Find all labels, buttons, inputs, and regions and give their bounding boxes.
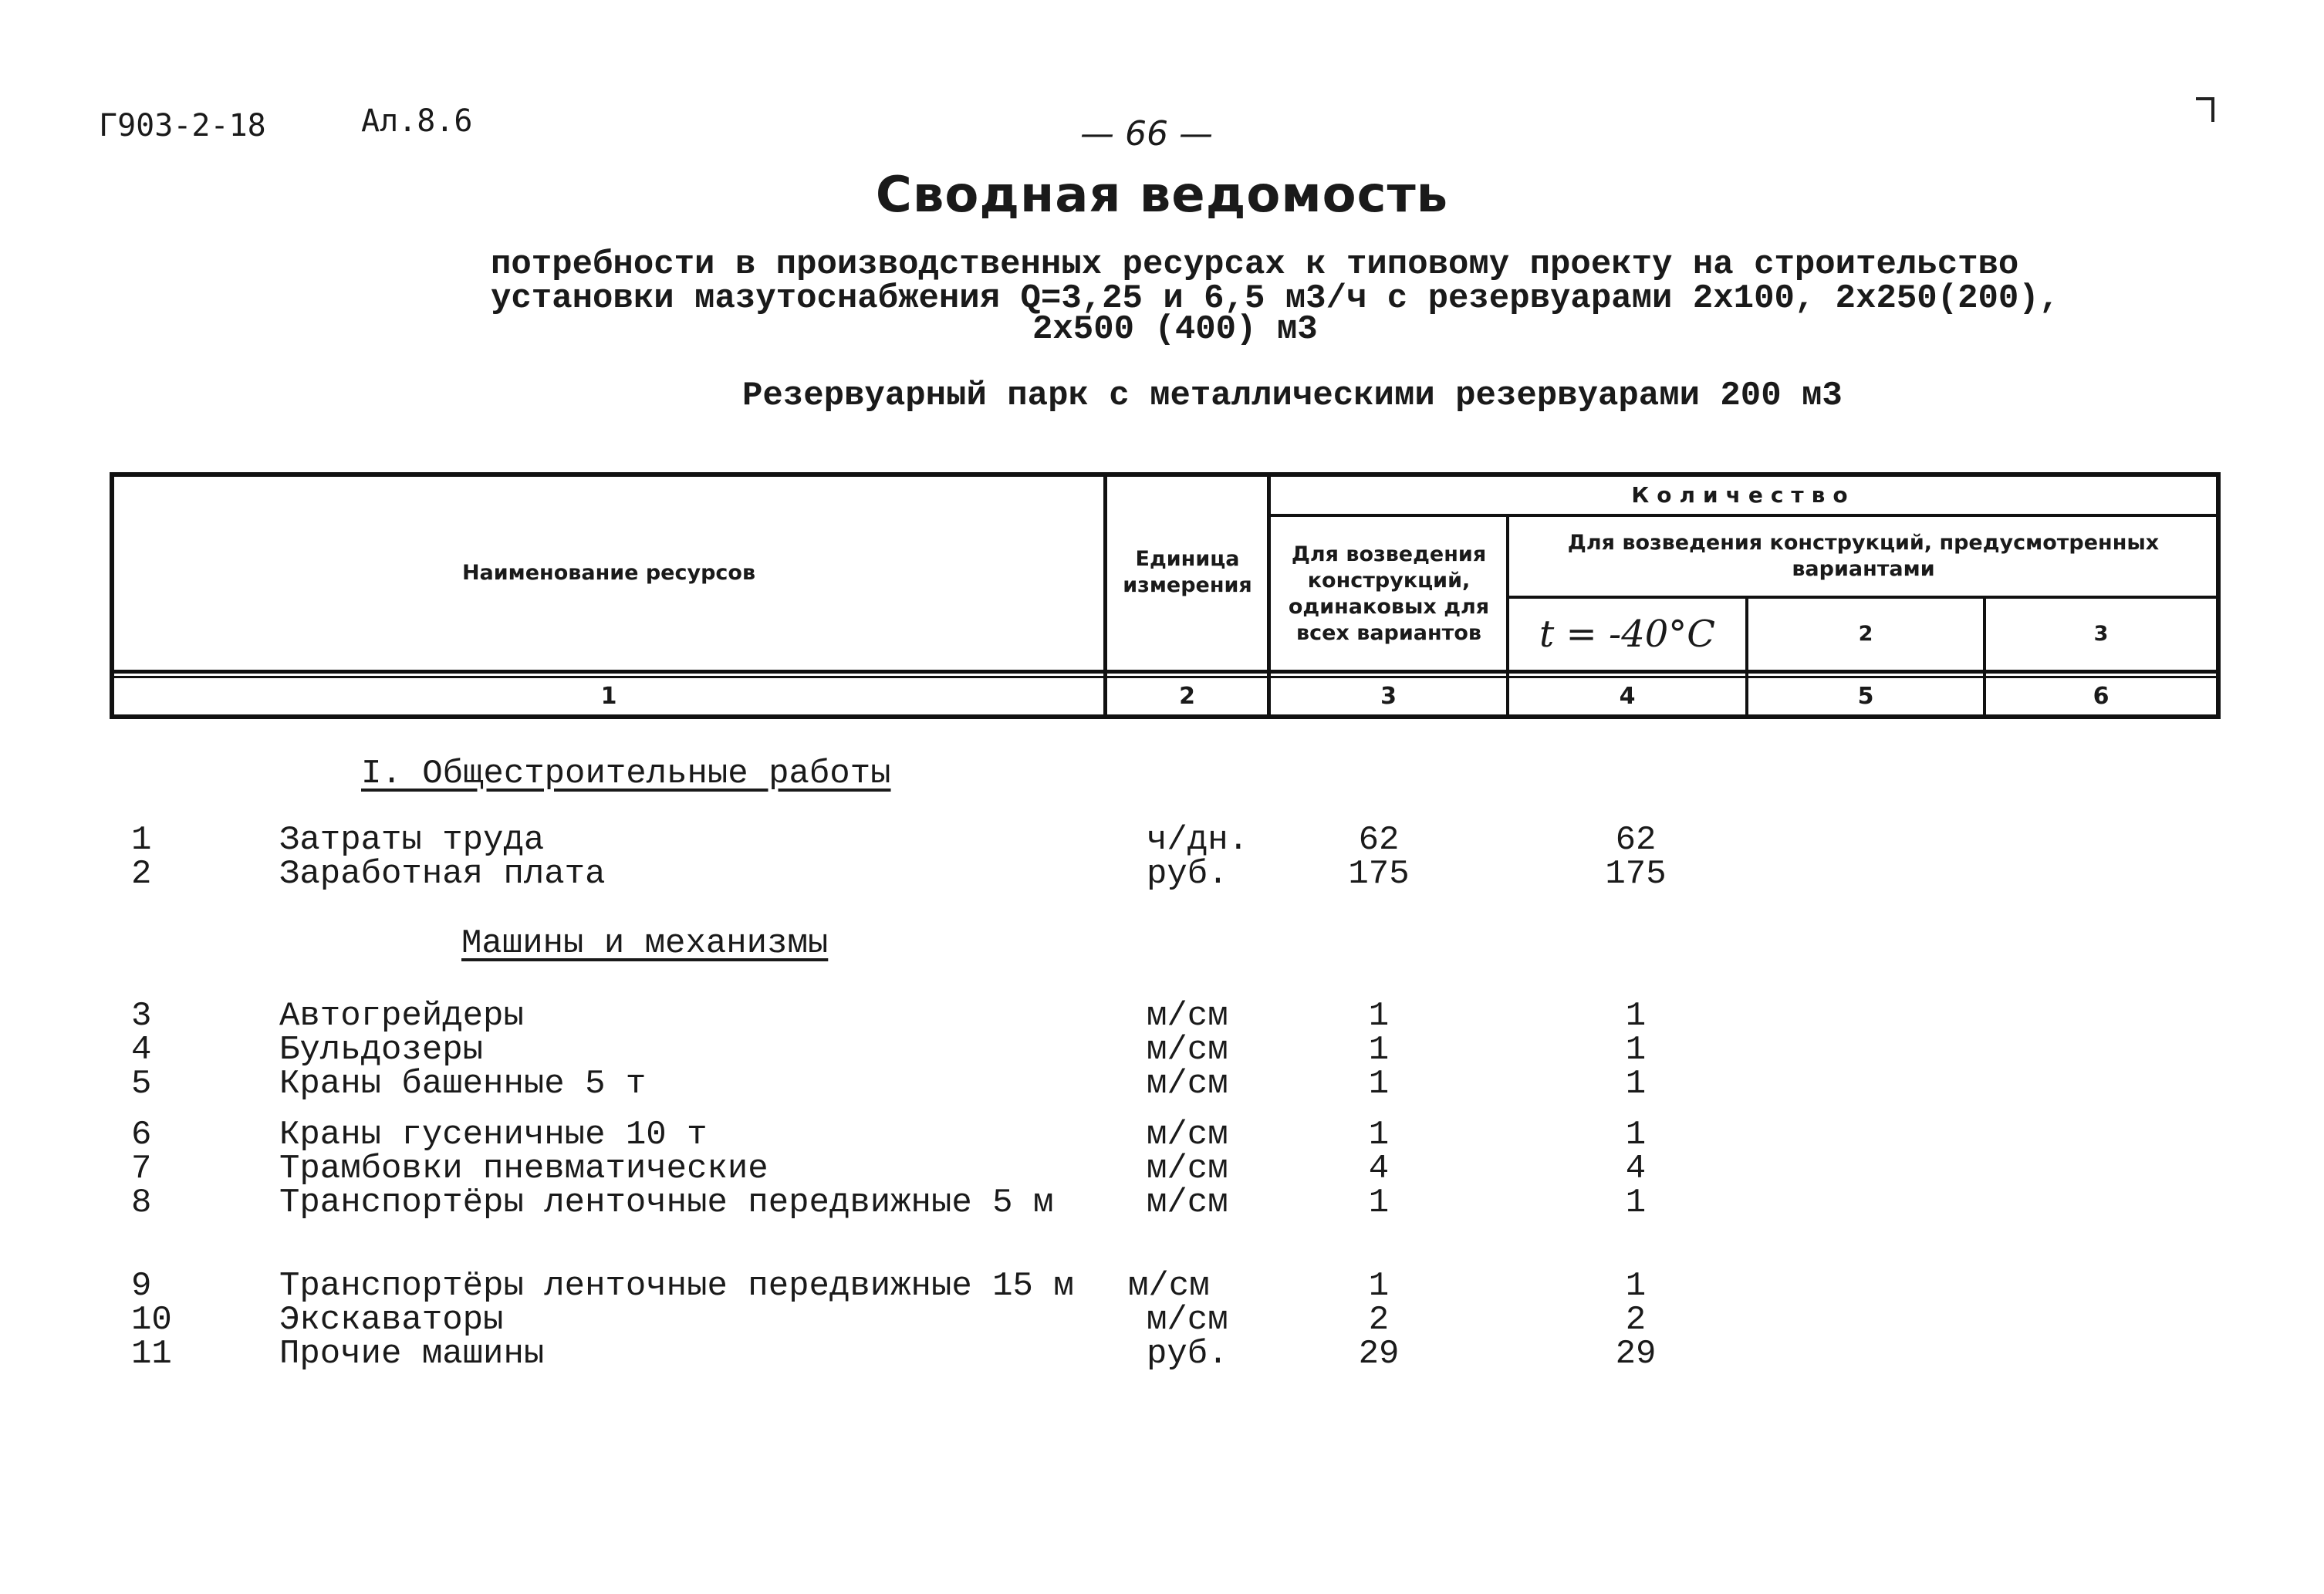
row-unit: м/см: [1147, 1031, 1228, 1069]
row-unit: м/см: [1147, 997, 1228, 1035]
row-unit: м/см: [1147, 1065, 1228, 1103]
row-variant-1: 175: [1605, 855, 1667, 893]
row-common: 1: [1368, 1184, 1390, 1222]
page-number: — 66 —: [1080, 114, 1213, 154]
section-general-works: I. Общестроительные работы: [361, 755, 891, 793]
header-variant-1: t = -40°C: [1539, 613, 1716, 656]
row-unit: руб.: [1147, 855, 1228, 893]
row-name: Прочие машины: [279, 1335, 545, 1373]
table-row: [0, 1150, 2324, 1188]
col-number-3: 3: [1380, 682, 1397, 710]
row-variant-1: 1: [1625, 1065, 1647, 1103]
table-header: [110, 472, 2221, 719]
table-row: [0, 1031, 2324, 1069]
subtitle-line-1: потребности в производственных ресурсах к типовому проекту на строительство: [491, 245, 2019, 284]
row-number: 8: [131, 1184, 152, 1222]
row-common: 1: [1368, 1031, 1390, 1069]
row-unit: м/см: [1147, 1184, 1228, 1222]
table-row: [0, 1116, 2324, 1154]
document-code: Г903-2-18: [99, 108, 266, 144]
row-name: Бульдозеры: [279, 1031, 484, 1069]
table-row: [0, 1267, 2324, 1305]
row-variant-1: 1: [1625, 1184, 1647, 1222]
row-variant-1: 1: [1625, 1116, 1647, 1154]
row-name: Экскаваторы: [279, 1301, 504, 1339]
row-name: Краны башенные 5 т: [279, 1065, 647, 1103]
row-variant-1: 62: [1615, 821, 1657, 859]
row-variant-1: 1: [1625, 1267, 1647, 1305]
row-common: 175: [1348, 855, 1410, 893]
row-name: Краны гусеничные 10 т: [279, 1116, 708, 1154]
table-row: [0, 1335, 2324, 1373]
header-common: Для возведения конструкций, одинаковых для всех вариантов: [1288, 542, 1490, 645]
row-number: 9: [131, 1267, 152, 1305]
row-name: Транспортёры ленточные передвижные 15 м: [279, 1267, 1074, 1305]
table-row: [0, 821, 2324, 859]
row-common: 1: [1368, 1065, 1390, 1103]
col-number-2: 2: [1179, 682, 1195, 710]
section-machines: Машины и механизмы: [461, 924, 829, 963]
row-number: 11: [131, 1335, 172, 1373]
row-variant-1: 4: [1625, 1150, 1647, 1188]
header-variant-3: 3: [2093, 622, 2109, 646]
table-row: [0, 1184, 2324, 1222]
row-unit: ч/дн.: [1147, 821, 1249, 859]
row-variant-1: 2: [1625, 1301, 1647, 1339]
row-number: 6: [131, 1116, 152, 1154]
header-unit: Единица измерения: [1123, 547, 1252, 597]
table-row: [0, 1301, 2324, 1339]
row-number: 7: [131, 1150, 152, 1188]
col-number-6: 6: [2093, 682, 2110, 710]
subtitle-line-3: 2х500 (400) м3: [1032, 310, 1318, 349]
album-number: Ал.8.6: [361, 103, 473, 139]
row-name: Автогрейдеры: [279, 997, 524, 1035]
row-common: 2: [1368, 1301, 1390, 1339]
row-number: 3: [131, 997, 152, 1035]
header-name: Наименование ресурсов: [461, 561, 756, 585]
subtitle-line-2: установки мазутоснабжения Q=3,25 и 6,5 м3/ч с резервуарами 2х100, 2х250(200),: [491, 279, 2060, 318]
row-name: Затраты труда: [279, 821, 545, 859]
row-unit: м/см: [1147, 1150, 1228, 1188]
row-common: 29: [1358, 1335, 1400, 1373]
row-variant-1: 1: [1625, 997, 1647, 1035]
row-variant-1: 1: [1625, 1031, 1647, 1069]
table-row: [0, 1065, 2324, 1103]
corner-mark-icon: [2196, 97, 2214, 122]
col-number-5: 5: [1857, 682, 1874, 710]
row-common: 1: [1368, 1116, 1390, 1154]
row-name: Трамбовки пневматические: [279, 1150, 768, 1188]
row-variant-1: 29: [1615, 1335, 1657, 1373]
park-title: Резервуарный парк с металлическими резервуарами 200 м3: [742, 377, 1843, 415]
page-title: Сводная ведомость: [875, 167, 1449, 224]
header-variants: Для возведения конструкций, предусмотренных вариантами: [1567, 531, 2160, 581]
row-number: 5: [131, 1065, 152, 1103]
row-number: 2: [131, 855, 152, 893]
row-number: 1: [131, 821, 152, 859]
table-row: [0, 855, 2324, 893]
row-name: Заработная плата: [279, 855, 606, 893]
table-row: [0, 997, 2324, 1035]
row-unit: м/см: [1147, 1116, 1228, 1154]
row-common: 1: [1368, 1267, 1390, 1305]
row-name: Транспортёры ленточные передвижные 5 м: [279, 1184, 1054, 1222]
row-common: 4: [1368, 1150, 1390, 1188]
row-unit: м/см: [1128, 1267, 1210, 1305]
row-unit: руб.: [1147, 1335, 1228, 1373]
row-number: 10: [131, 1301, 172, 1339]
header-variant-2: 2: [1858, 622, 1873, 646]
col-number-4: 4: [1619, 682, 1636, 710]
row-number: 4: [131, 1031, 152, 1069]
row-unit: м/см: [1147, 1301, 1228, 1339]
header-quantity: Количество: [1631, 482, 1856, 508]
row-common: 1: [1368, 997, 1390, 1035]
col-number-1: 1: [600, 682, 617, 710]
row-common: 62: [1358, 821, 1400, 859]
